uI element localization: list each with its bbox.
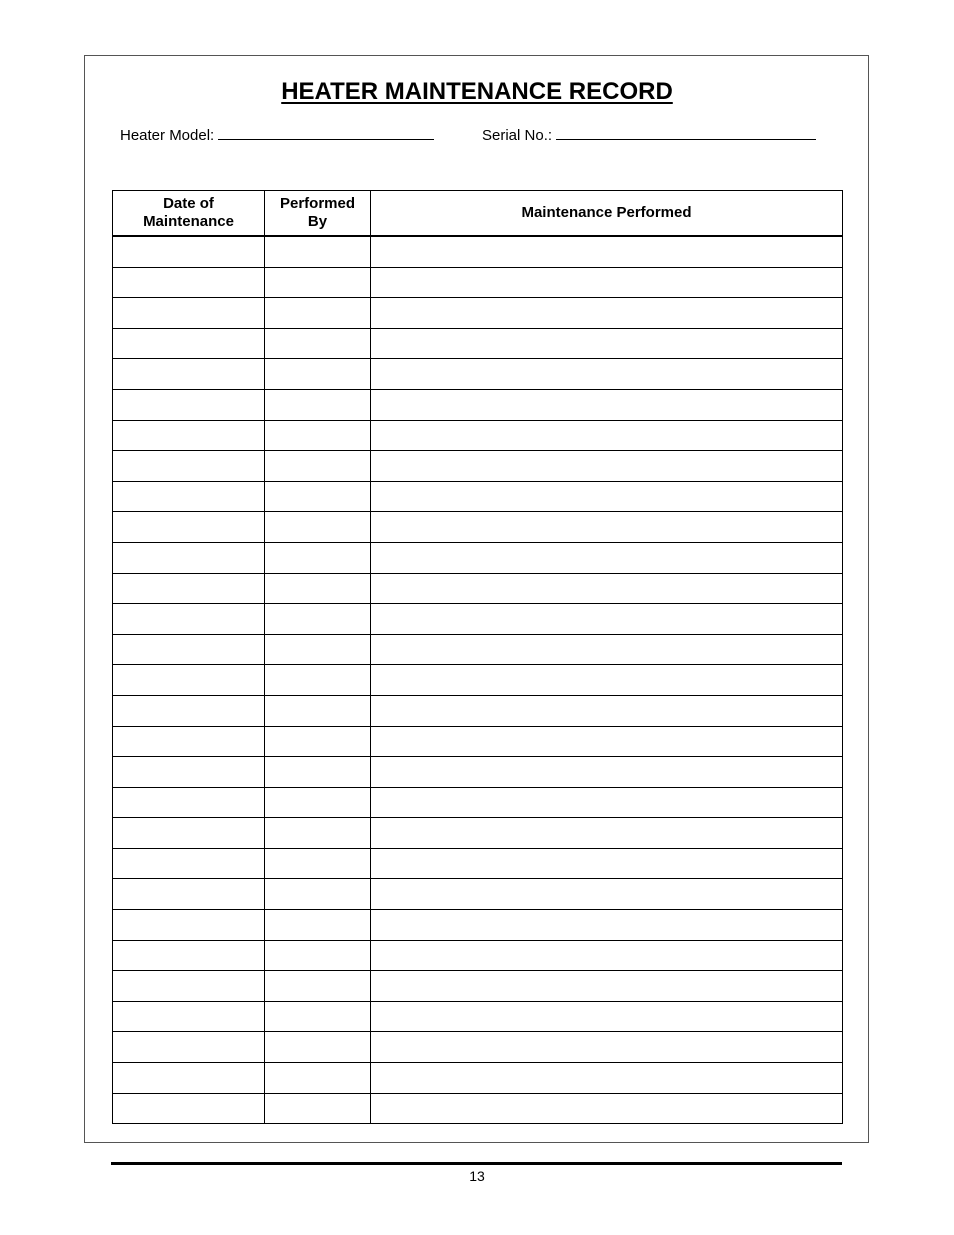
maintenance-performed-cell[interactable] bbox=[371, 298, 843, 329]
maintenance-performed-cell[interactable] bbox=[371, 1032, 843, 1063]
maintenance-performed-cell[interactable] bbox=[371, 695, 843, 726]
performed-by-cell[interactable] bbox=[265, 940, 371, 971]
table-row bbox=[113, 1001, 843, 1032]
header-maintenance-performed: Maintenance Performed bbox=[371, 191, 843, 237]
date-cell[interactable] bbox=[113, 604, 265, 635]
date-cell[interactable] bbox=[113, 328, 265, 359]
performed-by-cell[interactable] bbox=[265, 787, 371, 818]
table-row bbox=[113, 634, 843, 665]
maintenance-performed-cell[interactable] bbox=[371, 573, 843, 604]
date-cell[interactable] bbox=[113, 818, 265, 849]
performed-by-cell[interactable] bbox=[265, 420, 371, 451]
maintenance-performed-cell[interactable] bbox=[371, 420, 843, 451]
table-row bbox=[113, 451, 843, 482]
table-row bbox=[113, 512, 843, 543]
serial-no-blank[interactable] bbox=[556, 125, 816, 140]
maintenance-performed-cell[interactable] bbox=[371, 1093, 843, 1124]
performed-by-cell[interactable] bbox=[265, 481, 371, 512]
date-cell[interactable] bbox=[113, 634, 265, 665]
maintenance-performed-cell[interactable] bbox=[371, 757, 843, 788]
maintenance-performed-cell[interactable] bbox=[371, 389, 843, 420]
maintenance-performed-cell[interactable] bbox=[371, 848, 843, 879]
table-row bbox=[113, 267, 843, 298]
table-row bbox=[113, 665, 843, 696]
maintenance-performed-cell[interactable] bbox=[371, 236, 843, 267]
heater-model-field[interactable] bbox=[120, 125, 434, 144]
page-number: 13 bbox=[469, 1168, 485, 1184]
date-cell[interactable] bbox=[113, 940, 265, 971]
date-cell[interactable] bbox=[113, 1093, 265, 1124]
performed-by-cell[interactable] bbox=[265, 910, 371, 941]
date-cell[interactable] bbox=[113, 1063, 265, 1094]
table-row bbox=[113, 695, 843, 726]
header-date-of-maintenance: Date of Maintenance bbox=[113, 191, 265, 237]
serial-no-field[interactable] bbox=[482, 125, 816, 144]
performed-by-cell[interactable] bbox=[265, 451, 371, 482]
date-cell[interactable] bbox=[113, 848, 265, 879]
performed-by-cell[interactable] bbox=[265, 726, 371, 757]
table-row bbox=[113, 848, 843, 879]
maintenance-performed-cell[interactable] bbox=[371, 1001, 843, 1032]
maintenance-performed-cell[interactable] bbox=[371, 940, 843, 971]
date-cell[interactable] bbox=[113, 695, 265, 726]
table-row bbox=[113, 971, 843, 1002]
maintenance-performed-cell[interactable] bbox=[371, 1063, 843, 1094]
performed-by-cell[interactable] bbox=[265, 604, 371, 635]
date-cell[interactable] bbox=[113, 971, 265, 1002]
maintenance-performed-cell[interactable] bbox=[371, 879, 843, 910]
performed-by-cell[interactable] bbox=[265, 298, 371, 329]
performed-by-cell[interactable] bbox=[265, 1032, 371, 1063]
table-row bbox=[113, 1093, 843, 1124]
performed-by-cell[interactable] bbox=[265, 848, 371, 879]
performed-by-cell[interactable] bbox=[265, 971, 371, 1002]
performed-by-cell[interactable] bbox=[265, 236, 371, 267]
table-row bbox=[113, 236, 843, 267]
date-cell[interactable] bbox=[113, 359, 265, 390]
date-cell[interactable] bbox=[113, 236, 265, 267]
date-cell[interactable] bbox=[113, 665, 265, 696]
header-performed-by: Performed By bbox=[265, 191, 371, 237]
table-row bbox=[113, 481, 843, 512]
performed-by-cell[interactable] bbox=[265, 1001, 371, 1032]
date-cell[interactable] bbox=[113, 420, 265, 451]
performed-by-cell[interactable] bbox=[265, 818, 371, 849]
heater-model-label: Heater Model: bbox=[120, 127, 215, 144]
date-cell[interactable] bbox=[113, 1001, 265, 1032]
performed-by-cell[interactable] bbox=[265, 267, 371, 298]
date-cell[interactable] bbox=[113, 1032, 265, 1063]
maintenance-performed-cell[interactable] bbox=[371, 787, 843, 818]
table-row bbox=[113, 389, 843, 420]
date-cell[interactable] bbox=[113, 726, 265, 757]
date-cell[interactable] bbox=[113, 267, 265, 298]
page-title bbox=[0, 78, 954, 106]
performed-by-cell[interactable] bbox=[265, 634, 371, 665]
table-row bbox=[113, 298, 843, 329]
performed-by-cell[interactable] bbox=[265, 757, 371, 788]
maintenance-performed-cell[interactable] bbox=[371, 726, 843, 757]
table-row bbox=[113, 328, 843, 359]
maintenance-performed-cell[interactable] bbox=[371, 328, 843, 359]
date-cell[interactable] bbox=[113, 757, 265, 788]
table-row bbox=[113, 420, 843, 451]
maintenance-performed-cell[interactable] bbox=[371, 604, 843, 635]
table-row bbox=[113, 604, 843, 635]
maintenance-performed-cell[interactable] bbox=[371, 481, 843, 512]
table-row bbox=[113, 787, 843, 818]
performed-by-cell[interactable] bbox=[265, 1063, 371, 1094]
performed-by-cell[interactable] bbox=[265, 512, 371, 543]
maintenance-performed-cell[interactable] bbox=[371, 910, 843, 941]
footer-rule bbox=[111, 1162, 842, 1165]
performed-by-cell[interactable] bbox=[265, 542, 371, 573]
table-row bbox=[113, 757, 843, 788]
maintenance-performed-cell[interactable] bbox=[371, 267, 843, 298]
title-text: HEATER MAINTENANCE RECORD bbox=[281, 78, 673, 105]
table-row bbox=[113, 573, 843, 604]
serial-no-label: Serial No.: bbox=[482, 127, 553, 144]
table-row bbox=[113, 542, 843, 573]
maintenance-performed-cell[interactable] bbox=[371, 542, 843, 573]
table-body bbox=[113, 236, 843, 1124]
heater-model-blank[interactable] bbox=[218, 125, 434, 140]
performed-by-cell[interactable] bbox=[265, 573, 371, 604]
maintenance-performed-cell[interactable] bbox=[371, 451, 843, 482]
table-row bbox=[113, 940, 843, 971]
maintenance-performed-cell[interactable] bbox=[371, 359, 843, 390]
date-cell[interactable] bbox=[113, 389, 265, 420]
date-cell[interactable] bbox=[113, 910, 265, 941]
performed-by-cell[interactable] bbox=[265, 359, 371, 390]
table-row bbox=[113, 910, 843, 941]
date-cell[interactable] bbox=[113, 542, 265, 573]
date-cell[interactable] bbox=[113, 298, 265, 329]
date-cell[interactable] bbox=[113, 512, 265, 543]
performed-by-cell[interactable] bbox=[265, 665, 371, 696]
table-row bbox=[113, 818, 843, 849]
date-cell[interactable] bbox=[113, 573, 265, 604]
maintenance-performed-cell[interactable] bbox=[371, 665, 843, 696]
table-row bbox=[113, 1032, 843, 1063]
table-row bbox=[113, 1063, 843, 1094]
performed-by-cell[interactable] bbox=[265, 389, 371, 420]
date-cell[interactable] bbox=[113, 451, 265, 482]
maintenance-log-table bbox=[112, 190, 843, 1124]
performed-by-cell[interactable] bbox=[265, 695, 371, 726]
maintenance-performed-cell[interactable] bbox=[371, 512, 843, 543]
maintenance-performed-cell[interactable] bbox=[371, 634, 843, 665]
performed-by-cell[interactable] bbox=[265, 328, 371, 359]
date-cell[interactable] bbox=[113, 879, 265, 910]
maintenance-performed-cell[interactable] bbox=[371, 818, 843, 849]
maintenance-performed-cell[interactable] bbox=[371, 971, 843, 1002]
table-row bbox=[113, 879, 843, 910]
date-cell[interactable] bbox=[113, 481, 265, 512]
performed-by-cell[interactable] bbox=[265, 1093, 371, 1124]
table-header-row bbox=[113, 191, 843, 237]
table-row bbox=[113, 726, 843, 757]
performed-by-cell[interactable] bbox=[265, 879, 371, 910]
date-cell[interactable] bbox=[113, 787, 265, 818]
table-row bbox=[113, 359, 843, 390]
